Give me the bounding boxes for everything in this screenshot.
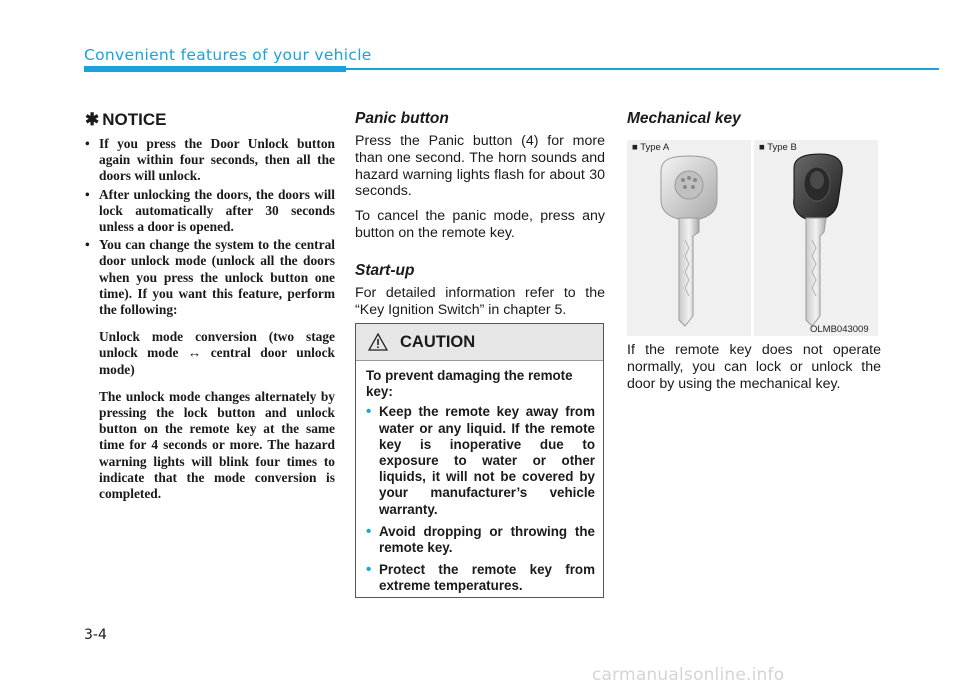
startup-heading: Start-up xyxy=(355,261,415,279)
notice-item: • If you press the Door Unlock button again within four seconds, then all the doors will unlock. xyxy=(85,136,335,185)
caution-intro: To prevent damaging the remote key: xyxy=(366,368,573,400)
mechanical-heading: Mechanical key xyxy=(627,110,741,127)
caution-box xyxy=(355,323,604,598)
notice-item: • After unlocking the doors, the doors will lock automatically after 30 seconds unless a door is opened. xyxy=(85,187,335,236)
watermark: carmanualsonline.info xyxy=(592,665,785,685)
key-type-b-panel xyxy=(754,140,878,336)
mechanical-paragraph: If the remote key does not operate normally, you can lock or unlock the door by using the mechanical key. xyxy=(627,342,881,392)
key-type-a-icon xyxy=(627,140,751,336)
type-b-label: ■ Type B xyxy=(759,142,797,153)
caution-header xyxy=(356,324,603,361)
warning-triangle-icon xyxy=(368,333,388,351)
panic-column xyxy=(355,110,605,326)
type-a-label: ■ Type A xyxy=(632,142,670,153)
caution-title: CAUTION xyxy=(400,332,476,351)
key-type-b-icon xyxy=(754,140,878,336)
section-header-title: Convenient features of your vehicle xyxy=(84,46,372,64)
caution-body xyxy=(356,361,603,595)
mechanical-key-figure xyxy=(627,140,878,336)
notice-list xyxy=(85,136,335,318)
asterisk-icon: ✱ xyxy=(85,110,100,129)
notice-column xyxy=(85,110,335,502)
notice-heading xyxy=(85,110,335,130)
notice-title: NOTICE xyxy=(102,110,167,129)
notice-mode-description: The unlock mode changes alternately by pressing the lock button and unlock button on the remote key at the same time for 4 seconds or more. The hazard warning lights will blink four times to indicate that the mode conversion is completed. xyxy=(99,388,335,502)
panic-paragraph: Press the Panic button (4) for more than one second. The horn sounds and hazard warning lights flash for about 30 seconds. xyxy=(355,133,605,200)
caution-item: • Protect the remote key from extreme temperatures. xyxy=(366,562,595,594)
caution-item: • Avoid dropping or throwing the remote key. xyxy=(366,524,595,556)
caution-list xyxy=(366,404,595,594)
key-type-a-panel xyxy=(627,140,751,336)
mechanical-text xyxy=(627,342,881,400)
startup-paragraph: For detailed information refer to the “Key Ignition Switch” in chapter 5. xyxy=(355,284,605,318)
panic-cancel-paragraph: To cancel the panic mode, press any button on the remote key. xyxy=(355,208,605,241)
notice-item: • You can change the system to the central door unlock mode (unlock all the doors when you press the unlock button one time). If you want this feature, perform the following: xyxy=(85,237,335,318)
panic-heading: Panic button xyxy=(355,110,449,127)
mechanical-column xyxy=(627,110,882,133)
notice-mode-conversion: Unlock mode conversion (two stage unlock mode ↔ central door unlock mode) xyxy=(99,329,335,377)
figure-code: OLMB043009 xyxy=(810,324,869,335)
caution-item: • Keep the remote key away from water or any liquid. If the remote key is inoperative due to exposure to water or other liquids, it will not be covered by your manufacturer’s vehicle warranty. xyxy=(366,404,595,517)
header-rule-accent xyxy=(84,66,346,72)
page-number: 3-4 xyxy=(84,627,107,643)
